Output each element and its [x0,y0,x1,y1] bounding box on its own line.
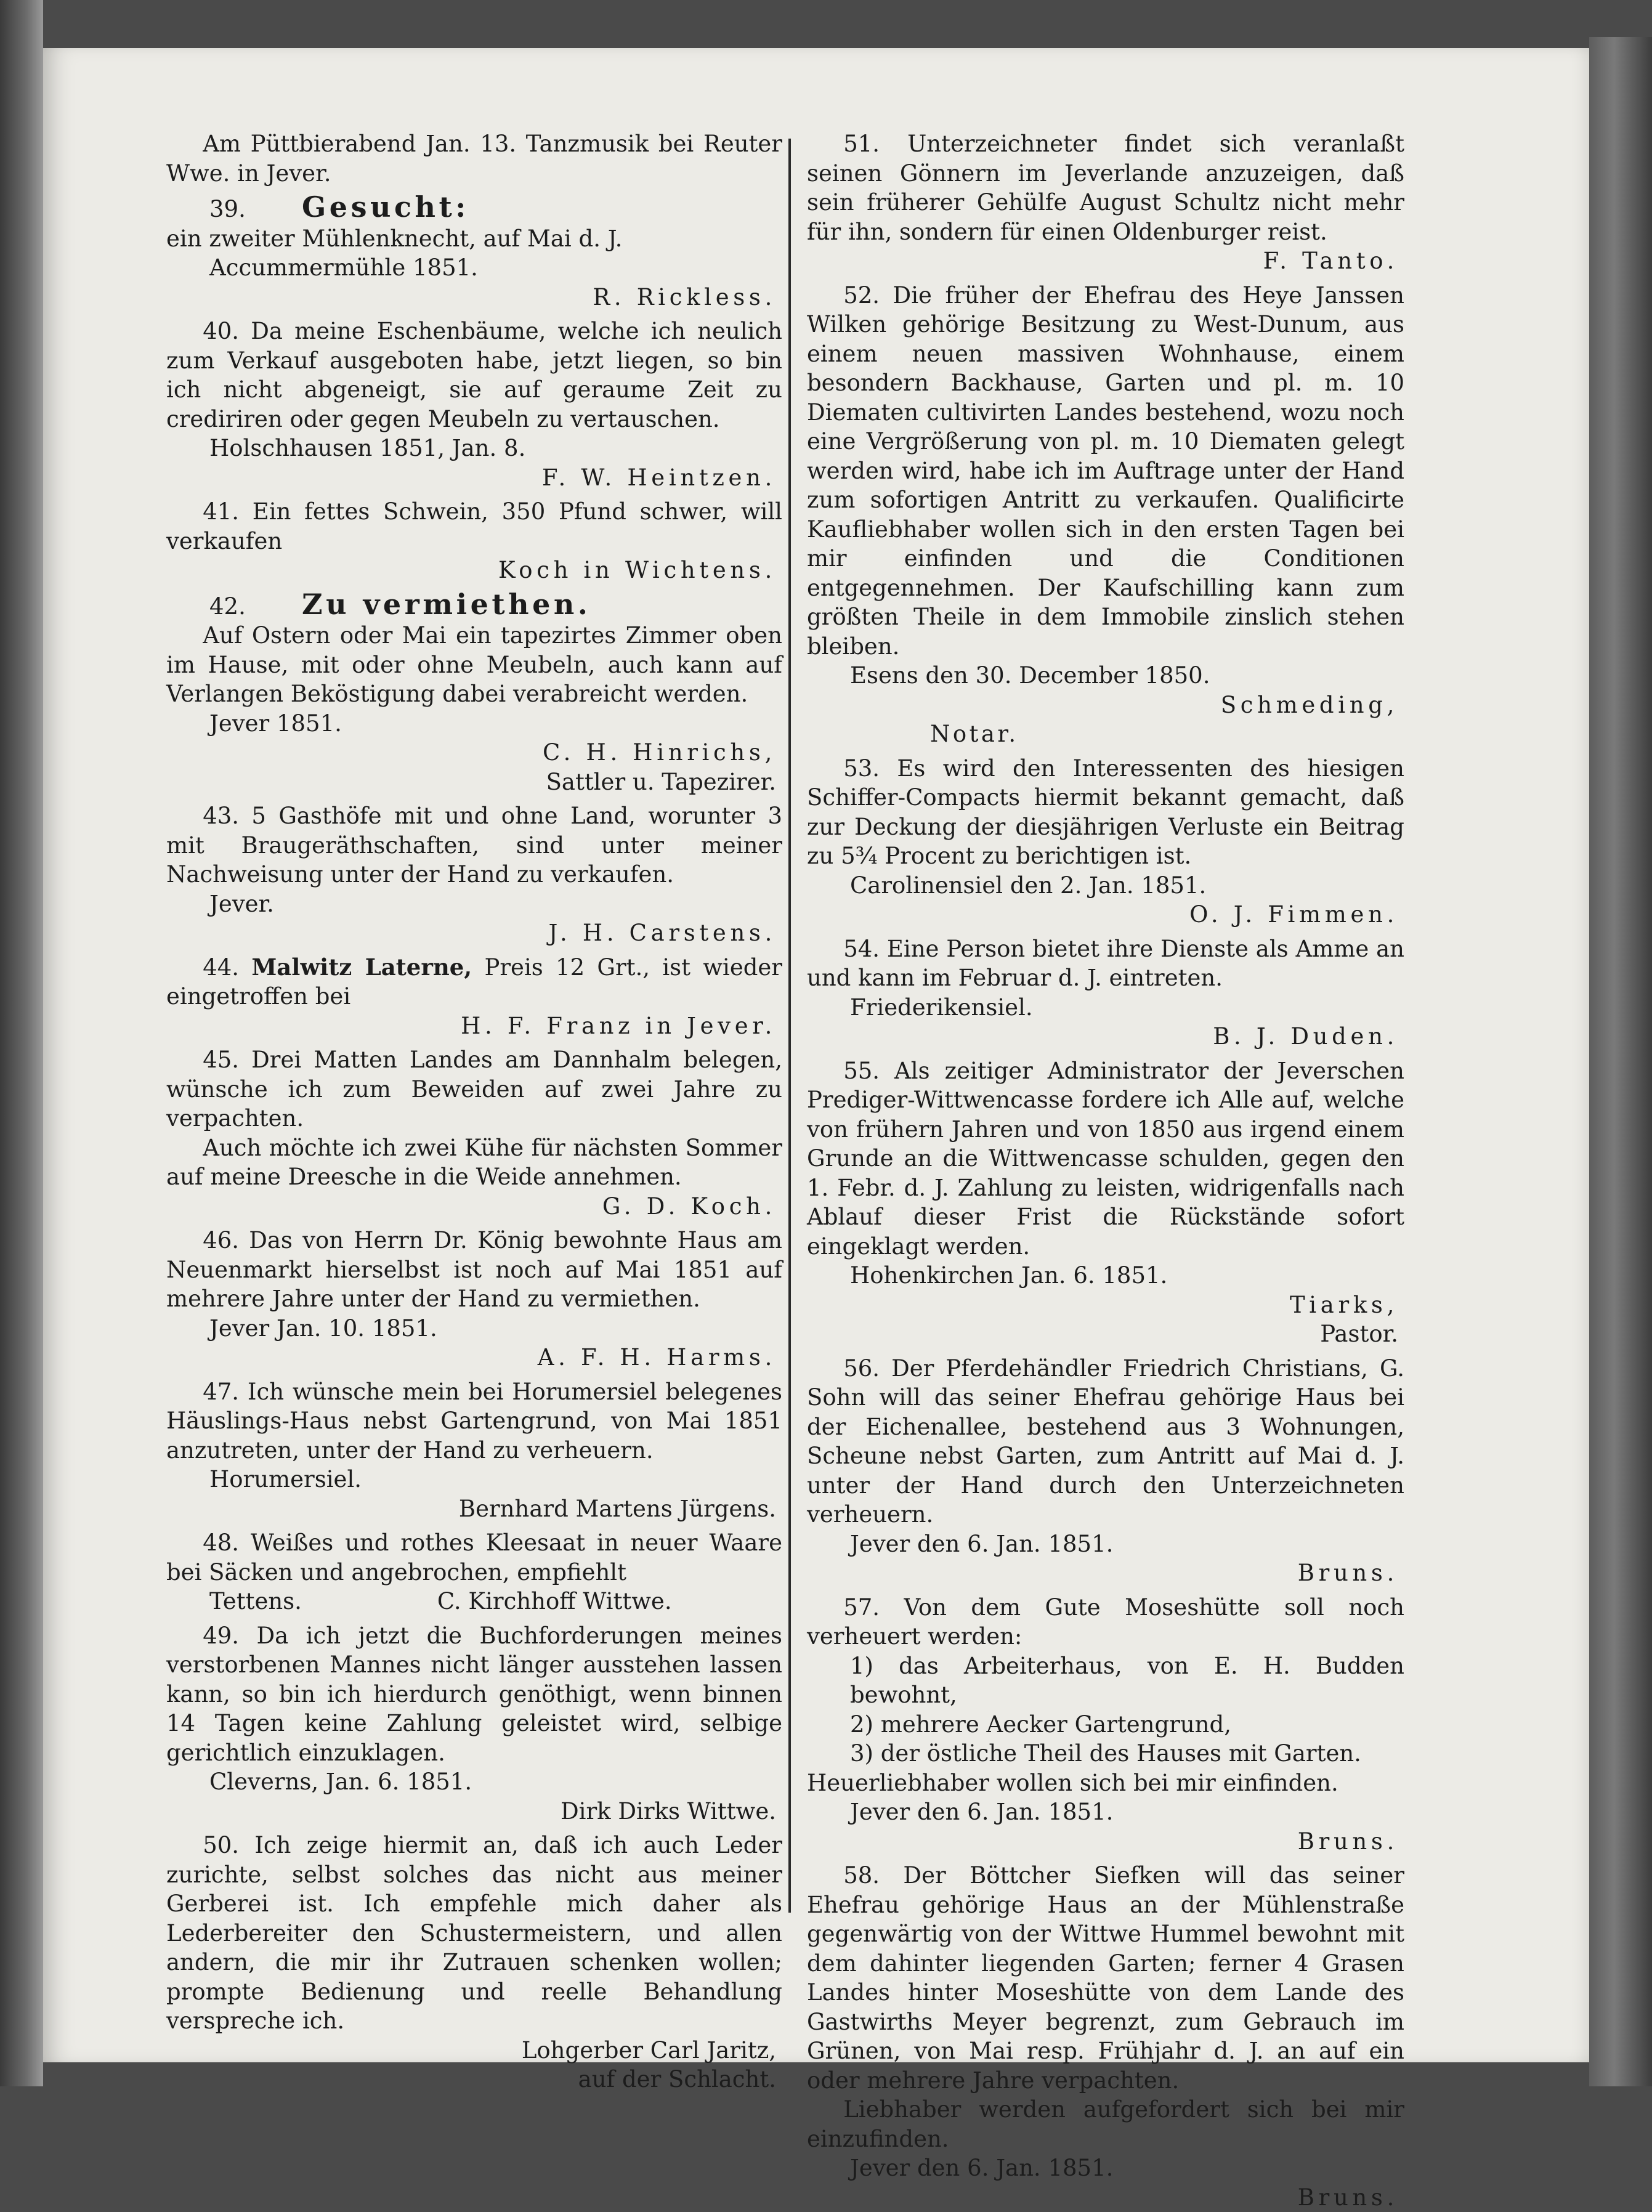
ad-number: 39. [166,195,302,224]
ad-text-after: Heuerliebhaber wollen sich bei mir einfinden. [807,1768,1404,1798]
ad-signature-title: Notar. [807,719,1404,749]
ad-text: ein zweiter Mühlenknecht, auf Mai d. J. [166,224,782,254]
ad-text: 41. Ein fettes Schwein, 350 Pfund schwer, will verkaufen [166,497,782,556]
ad-text-rest: Preis 12 Grt., ist wieder eingetroffen bei [166,954,782,1010]
ad-49 [166,1621,782,1826]
ad-text: 51. Unterzeichneter findet sich veranlaßt seinen Gönnern im Jeverlande anzuzeigen, daß sein früherer Gehülfe August Schultz nicht mehr für ihn, sondern für einen Oldenburger reist. [807,129,1404,246]
ad-48 [166,1528,782,1616]
ad-place: Carolinensiel den 2. Jan. 1851. [807,871,1404,901]
ad-signature: O. J. Fimmen. [807,900,1404,930]
ad-signature: J. H. Carstens. [166,918,782,948]
ad-text: 48. Weißes und rothes Kleesaat in neuer Waare bei Säcken und angebrochen, empfiehlt [166,1528,782,1587]
ad-55 [807,1056,1404,1349]
ad-text: 58. Der Böttcher Siefken will das seiner Ehefrau gehörige Haus an der Mühlenstraße gegenwärtig von der Wittwe Hummel bewohnt mit dem dahinter liegenden Garten; ferner 4 Grasen Landes hinter Moseshütte von dem Lande des Gastwirths Meyer begrenzt, zum Gebrauch im Grünen, von Mai resp. Frühjahr d. J. an auf ein oder mehrere Jahre verpachten. [807,1861,1404,2095]
ad-signature: Bernhard Martens Jürgens. [166,1494,782,1524]
ad-text: 50. Ich zeige hiermit an, daß ich auch Leder zurichte, selbst solches das nicht aus meiner Gerberei ist. Ich empfehle mich daher als Lederbereiter den Schustermeistern, und allen andern, die mir ihr Zutrauen schenken wollen; prompte Bedienung und reelle Behandlung verspreche ich. [166,1831,782,2036]
ad-45 [166,1045,782,1221]
ad-text: 57. Von dem Gute Moseshütte soll noch verheuert werden: [807,1593,1404,1651]
ad-signature: F. Tanto. [807,246,1404,276]
ad-place [166,1587,782,1616]
ad-40 [166,317,782,492]
ad-57 [807,1593,1404,1857]
ad-text: 54. Eine Person bietet ihre Dienste als Amme an und kann im Februar d. J. eintreten. [807,934,1404,993]
ad-place: Jever den 6. Jan. 1851. [807,1797,1404,1827]
ad-47 [166,1377,782,1524]
ad-text: Auf Ostern oder Mai ein tapezirtes Zimmer oben im Hause, mit oder ohne Meubeln, auch kann auf Verlangen Beköstigung dabei verabreicht werden. [166,621,782,709]
ad-heading-line [166,590,782,622]
ad-50 [166,1831,782,2094]
ad-signature: Koch in Wichtens. [166,556,782,585]
ad-place: Cleverns, Jan. 6. 1851. [166,1767,782,1797]
ad-42 [166,590,782,797]
ad-number: 44. [203,954,239,981]
ad-43 [166,801,782,948]
ad-place-name: Tettens. [209,1588,302,1614]
ad-place: Holschhausen 1851, Jan. 8. [166,434,782,463]
ad-place: Horumersiel. [166,1465,782,1494]
ad-signature-title: auf der Schlacht. [166,2065,782,2094]
ad-signature: H. F. Franz in Jever. [166,1011,782,1041]
ad-number: 42. [166,592,302,622]
ad-39 [166,193,782,312]
ad-text: 43. 5 Gasthöfe mit und ohne Land, worunter 3 mit Braugeräthschaften, sind unter meiner Nachweisung unter der Hand zu verkaufen. [166,801,782,889]
ad-text-2: Liebhaber werden aufgefordert sich bei mir einzufinden. [807,2095,1404,2153]
ad-text: 45. Drei Matten Landes am Dannhalm belegen, wünsche ich zum Beweiden auf zwei Jahre zu verpachten. [166,1045,782,1133]
ad-text: 49. Da ich jetzt die Buchforderungen meines verstorbenen Mannes nicht länger ausstehen lassen kann, so bin ich hierdurch genöthigt, wenn binnen 14 Tagen keine Zahlung geleistet wird, selbige gerichtlich einzuklagen. [166,1621,782,1768]
ad-signature-title: Pastor. [807,1319,1404,1349]
ad-53 [807,754,1404,930]
ad-signature: Dirk Dirks Wittwe. [166,1797,782,1826]
ad-text: Am Püttbierabend Jan. 13. Tanzmusik bei Reuter Wwe. in Jever. [166,129,782,188]
ad-text: 46. Das von Herrn Dr. König bewohnte Haus am Neuenmarkt hierselbst ist noch auf Mai 1851 auf mehrere Jahre unter der Hand zu vermiethen. [166,1226,782,1314]
ad-text: 56. Der Pferdehändler Friedrich Christians, G. Sohn will das seiner Ehefrau gehörige Haus bei der Eichenallee, bestehend aus 3 Wohnungen, Scheune nebst Garten, zum Antritt auf Mai d. J. unter der Hand durch den Unterzeichneten verheuern. [807,1354,1404,1529]
ad-signature: A. F. H. Harms. [166,1343,782,1372]
ad-place: Jever Jan. 10. 1851. [166,1314,782,1343]
ad-58 [807,1861,1404,2212]
book-cover-edge [1589,37,1652,2086]
ad-place: Jever 1851. [166,709,782,739]
ad-signature: Schmeding, [807,691,1404,720]
ad-signature: F. W. Heintzen. [166,463,782,493]
ad-text-2: Auch möchte ich zwei Kühe für nächsten Sommer auf meine Dreesche in die Weide annehmen. [166,1133,782,1192]
ad-heading: Gesucht: [302,193,469,222]
ad-signature: R. Rickless. [166,283,782,312]
ad-place: Friederikensiel. [807,993,1404,1023]
ad-signature: Tiarks, [807,1290,1404,1320]
ad-title: Malwitz Laterne, [251,954,472,981]
ad-signature: C. H. Hinrichs, [166,738,782,768]
ad-text: 53. Es wird den Interessenten des hiesigen Schiffer-Compacts hiermit bekannt gemacht, daß zur Deckung der diesjährigen Verluste ein Beitrag zu 5¾ Procent zu berichtigen ist. [807,754,1404,871]
ad-place: Accummermühle 1851. [166,253,782,283]
ad-signature: Bruns. [807,1558,1404,1588]
right-column [807,129,1404,2212]
ad-text: 47. Ich wünsche mein bei Horumersiel belegenes Häuslings-Haus nebst Gartengrund, von Mai 1851 anzutreten, unter der Hand zu verheuern. [166,1377,782,1465]
ad-text: 52. Die früher der Ehefrau des Heye Janssen Wilken gehörige Besitzung zu West-Dunum, aus einem neuen massiven Wohnhause, einem besondern Backhause, Garten und pl. m. 10 Diematen cultivirten Landes bestehend, wozu noch eine Vergrößerung von pl. m. 10 Diematen gelegt werden wird, habe ich im Auftrage unter der Hand zum sofortigen Antritt zu verkaufen. Qualificirte Kaufliebhaber wollen sich in den ersten Tagen bei mir einfinden und die Conditionen entgegennehmen. Der Kaufschilling kann zum größten Theile in dem Immobile zinslich stehen bleiben. [807,281,1404,662]
ad-text: 40. Da meine Eschenbäume, welche ich neulich zum Verkauf ausgeboten habe, jetzt liegen, so bin ich nicht abgeneigt, sie auf geraume Zeit zu crediriren oder gegen Meubeln zu vertauschen. [166,317,782,434]
ad-signature: Bruns. [807,1827,1404,1857]
column-divider [788,139,791,1913]
ad-place: Jever den 6. Jan. 1851. [807,2153,1404,2183]
ad-44 [166,953,782,1041]
ad-heading: Zu vermiethen. [302,590,591,620]
ad-heading-line [166,193,782,224]
ad-signature: Lohgerber Carl Jaritz, [166,2036,782,2065]
ad-signature-title: Sattler u. Tapezirer. [166,768,782,797]
ad-41 [166,497,782,585]
list-item: 1) das Arbeiterhaus, von E. H. Budden bewohnt, [807,1651,1404,1710]
ad-text: 55. Als zeitiger Administrator der Jeverschen Prediger-Wittwencasse fordere ich Alle auf, welche von frühern Jahren und von 1850 aus irgend einem Grunde an die Wittwencasse schulden, gegen den 1. Febr. d. J. Zahlung zu leisten, widrigenfalls nach Ablauf dieser Frist die Rückstände sofort eingeklagt werden. [807,1056,1404,1262]
book-binding-edge [0,0,43,2086]
ad-place: Esens den 30. December 1850. [807,661,1404,691]
ad-signature: B. J. Duden. [807,1022,1404,1051]
ad-56 [807,1354,1404,1588]
list-item: 2) mehrere Aecker Gartengrund, [807,1710,1404,1740]
list-item: 3) der östliche Theil des Hauses mit Garten. [807,1739,1404,1768]
ad-signature: G. D. Koch. [166,1192,782,1221]
ad-83 [166,129,782,188]
ad-text [166,953,782,1011]
ad-51 [807,129,1404,276]
ad-place: Hohenkirchen Jan. 6. 1851. [807,1261,1404,1290]
ad-place: Jever den 6. Jan. 1851. [807,1529,1404,1559]
ad-signature: C. Kirchhoff Wittwe. [437,1588,672,1614]
ad-52 [807,281,1404,749]
ad-signature: Bruns. [807,2183,1404,2212]
left-column [166,129,782,2094]
ad-46 [166,1226,782,1372]
ad-place: Jever. [166,889,782,919]
ad-54 [807,934,1404,1051]
